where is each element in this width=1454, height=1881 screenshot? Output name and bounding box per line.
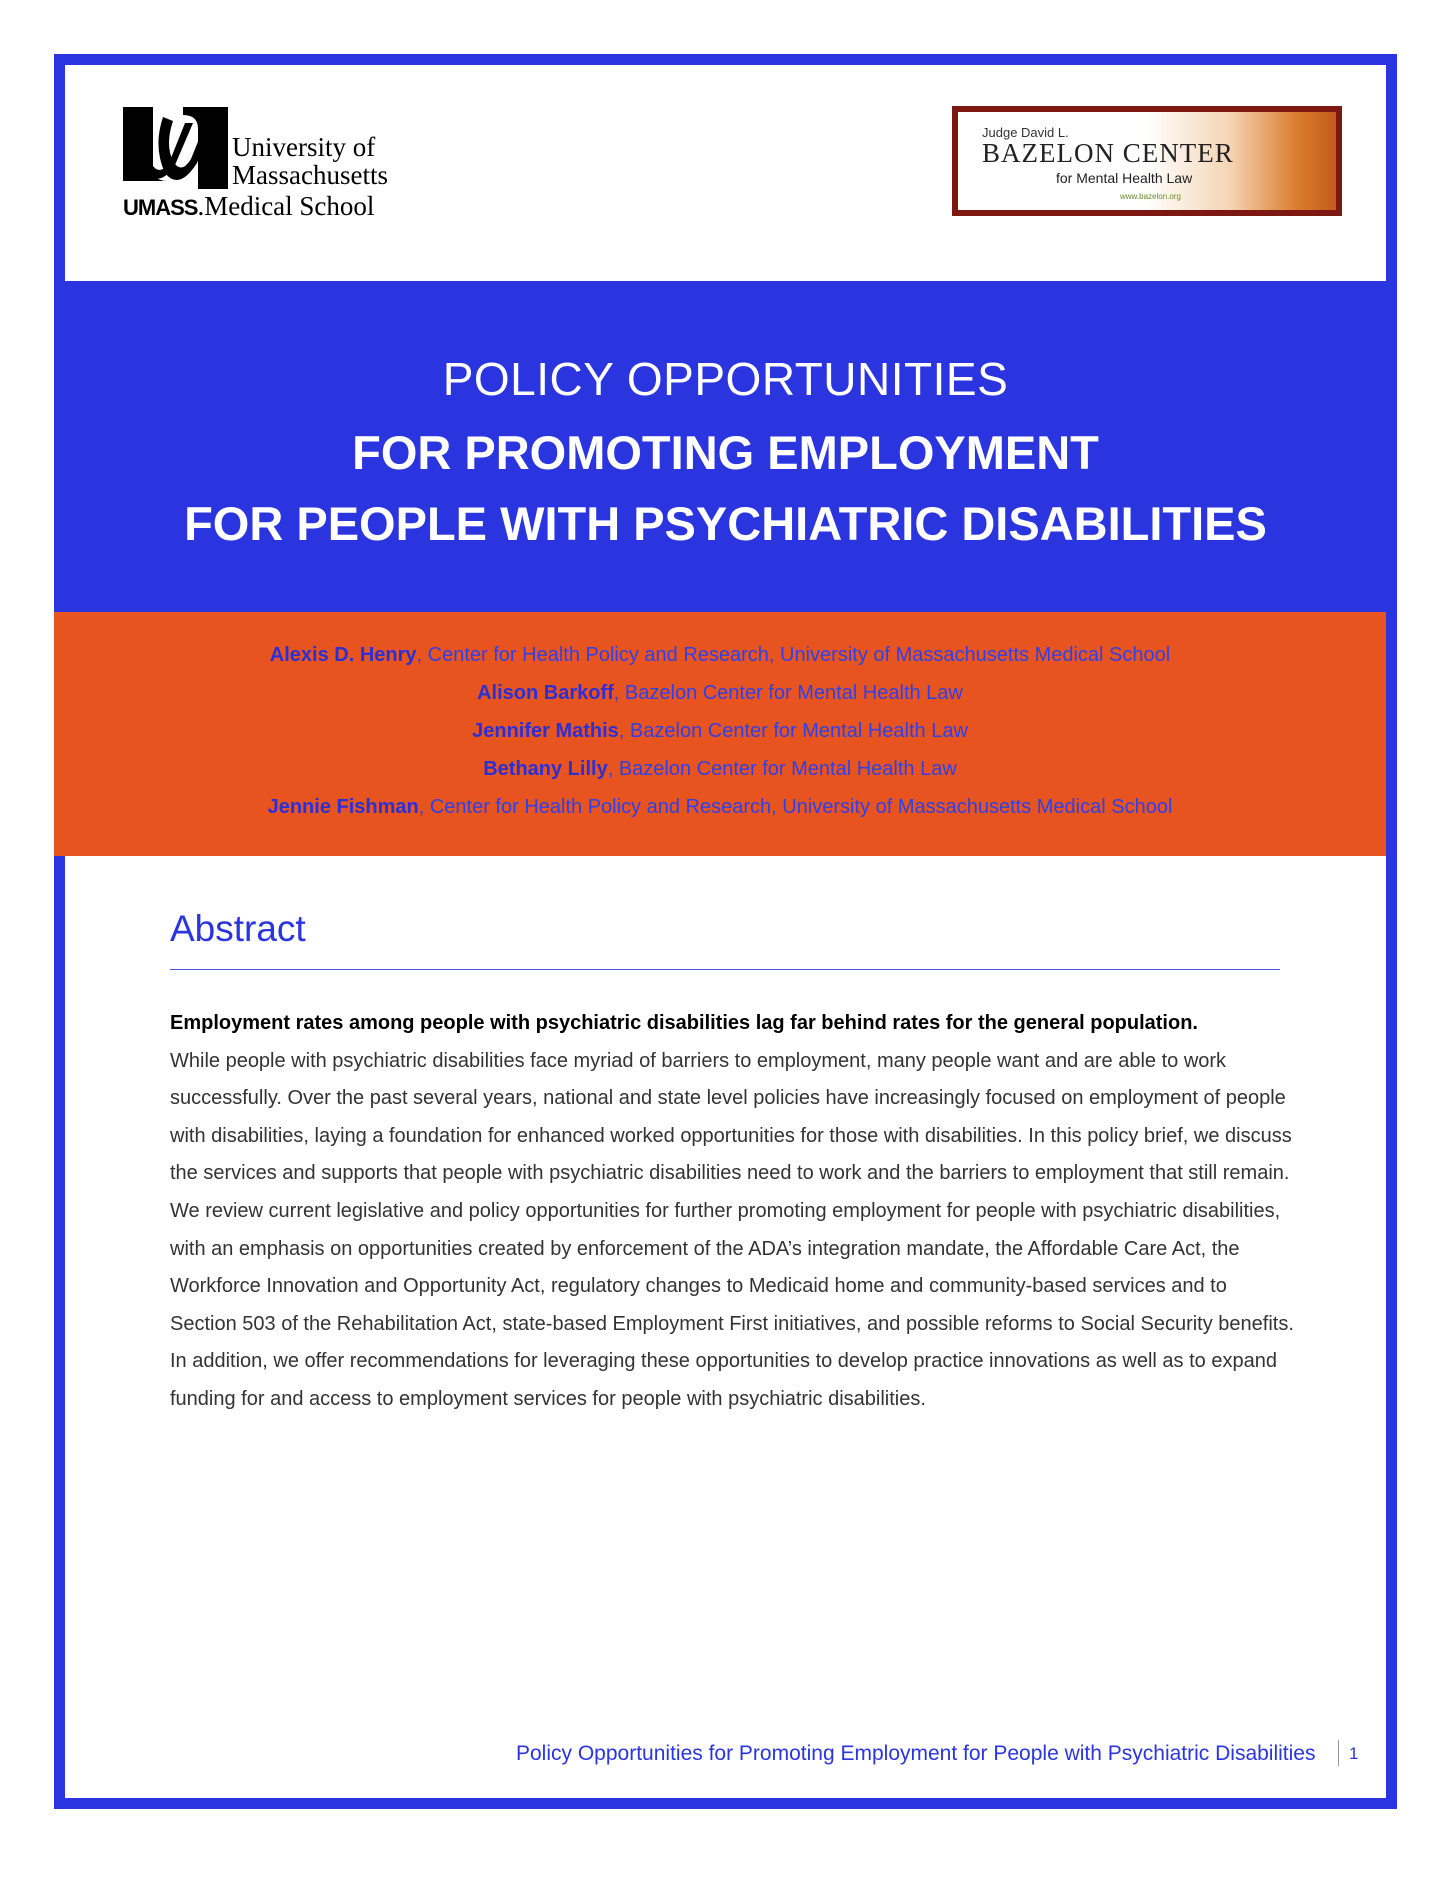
author-line [54, 720, 1386, 743]
author-affiliation: , Bazelon Center for Mental Health Law [618, 720, 968, 742]
author-name: Jennifer Mathis [472, 720, 619, 742]
title-band [65, 281, 1386, 612]
footer-title: Policy Opportunities for Promoting Employment for People with Psychiatric Disabilities [516, 1742, 1316, 1765]
author-name: Bethany Lilly [483, 758, 608, 780]
umass-line-3: .Medical School [197, 191, 375, 221]
author-line [54, 796, 1386, 819]
author-affiliation: , Center for Health Policy and Research, University of Massachusetts Medical School [416, 644, 1171, 666]
abstract-heading: Abstract [170, 908, 306, 949]
author-name: Alexis D. Henry [269, 644, 417, 666]
umass-line-1: University of [232, 132, 376, 162]
bazelon-judge: Judge David L. [982, 125, 1069, 140]
title-line-2: FOR PROMOTING EMPLOYMENT [352, 426, 1099, 479]
abstract-divider [170, 969, 1280, 970]
umass-name [232, 133, 388, 189]
bazelon-logo [952, 106, 1342, 216]
abstract-text: While people with psychiatric disabilities face myriad of barriers to employment, many people want and are able to work successfully. Over the past several years, national and state level policies have increasingly focused on employment of people with disabilities, laying a foundation for enhanced worked opportunities for those with disabilities. In this policy brief, we discuss the services and supports that people with psychiatric disabilities need to work and the barriers to employment that still remain. We review current legislative and policy opportunities for further promoting employment for people with psychiatric disabilities, with an emphasis on opportunities created by enforcement of the ADA’s integration mandate, the Affordable Care Act, the Workforce Innovation and Opportunity Act, regulatory changes to Medicaid home and community-based services and to Section 503 of the Rehabilitation Act, state-based Employment First initiatives, and possible reforms to Social Security benefits. In addition, we offer recommendations for leveraging these opportunities to develop practice innovations as well as to expand funding for and access to employment services for people with psychiatric disabilities. [170, 1049, 1294, 1410]
author-line [54, 644, 1386, 667]
authors-band [54, 612, 1386, 856]
title-line-3: FOR PEOPLE WITH PSYCHIATRIC DISABILITIES [184, 497, 1267, 550]
umass-medical-school [123, 191, 374, 222]
footer-divider [1338, 1740, 1339, 1766]
author-affiliation: , Bazelon Center for Mental Health Law [607, 758, 957, 780]
author-affiliation: , Bazelon Center for Mental Health Law [613, 682, 963, 704]
umass-logo [123, 107, 433, 219]
author-affiliation: , Center for Health Policy and Research, University of Massachusetts Medical School [418, 796, 1173, 818]
author-line [54, 682, 1386, 705]
abstract-lead: Employment rates among people with psychiatric disabilities lag far behind rates for the general population. [170, 1012, 1198, 1034]
umass-line-2: Massachusetts [232, 160, 388, 190]
abstract-body [170, 1005, 1295, 1419]
bazelon-subtitle: for Mental Health Law [1056, 170, 1193, 186]
umass-mark-icon [123, 107, 228, 189]
author-line [54, 758, 1386, 781]
author-name: Alison Barkoff [477, 682, 614, 704]
bazelon-center: BAZELON CENTER [982, 138, 1234, 168]
title-line-1: POLICY OPPORTUNITIES [442, 353, 1009, 405]
umass-word: UMASS [123, 195, 198, 220]
page-number: 1 [1349, 1744, 1359, 1763]
author-name: Jennie Fishman [267, 796, 419, 818]
bazelon-url: www.bazelon.org [1120, 192, 1181, 201]
